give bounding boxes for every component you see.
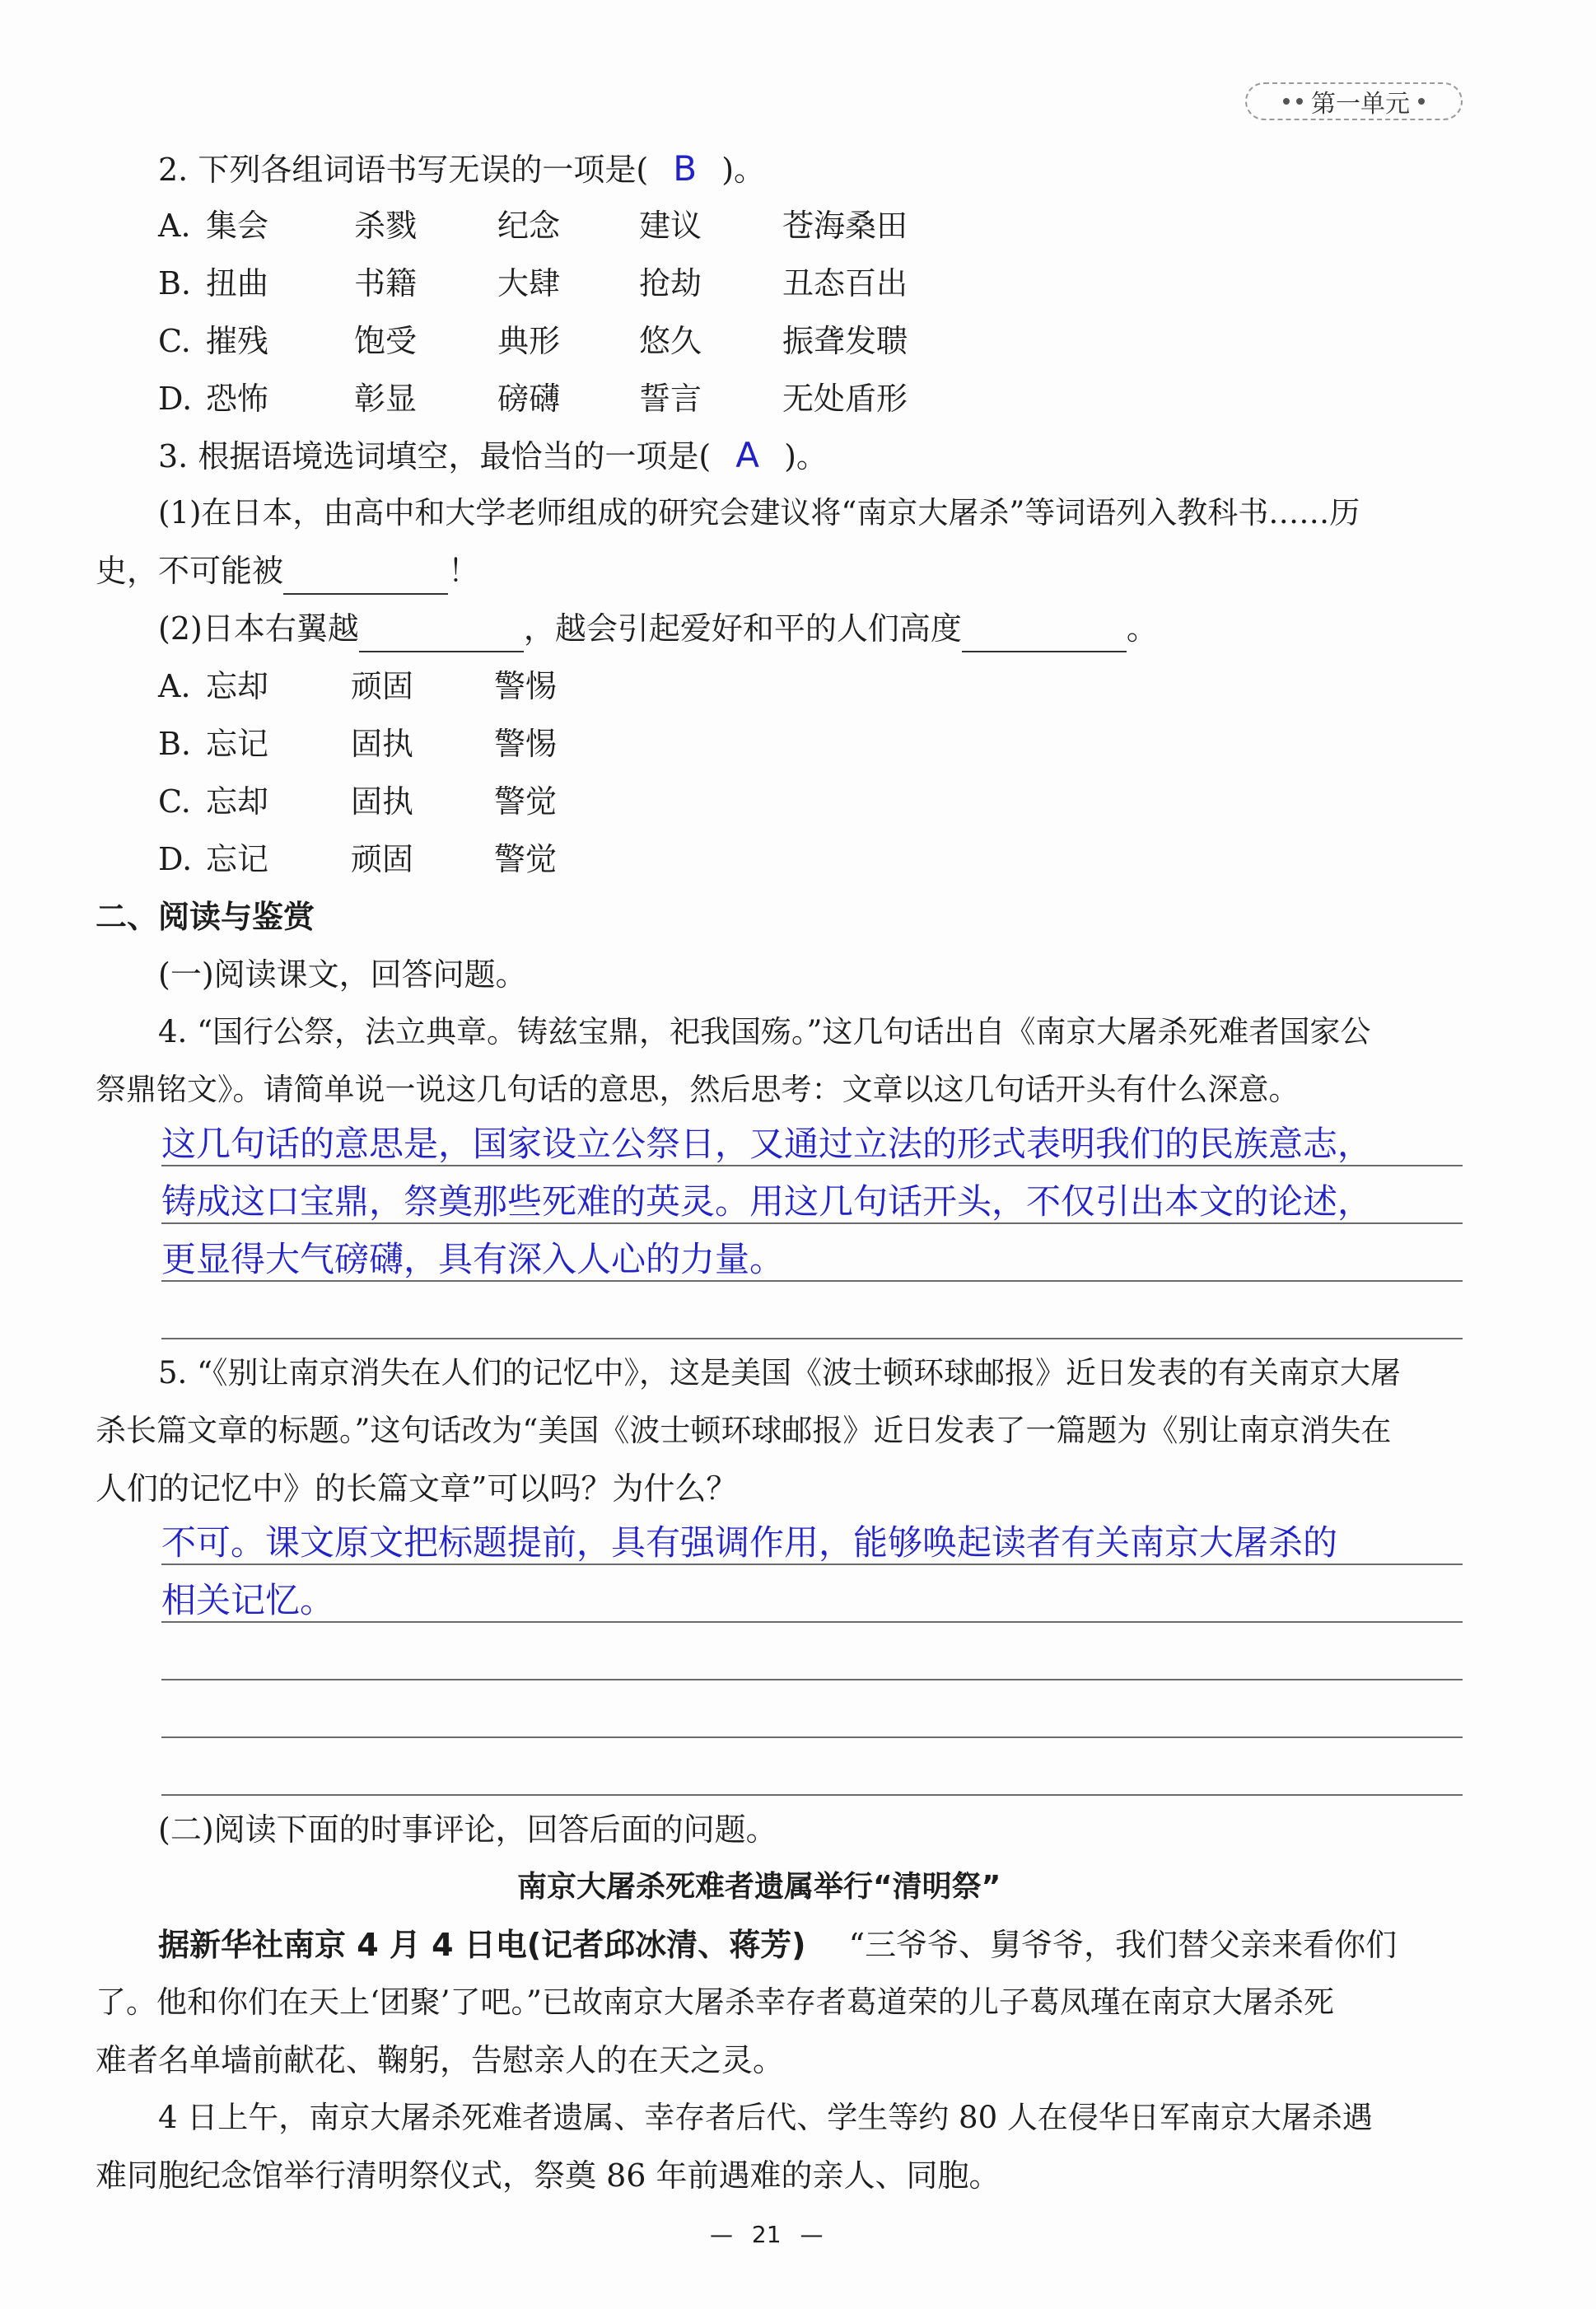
answer-rule bbox=[161, 1222, 1463, 1224]
option-word: 纪念 bbox=[497, 208, 561, 244]
q5-answer-line: 不可。课文原文把标题提前，具有强调作用，能够唤起读者有关南京大屠杀的 bbox=[161, 1522, 1338, 1563]
q3-s2-mid: ，越会引起爱好和平的人们高度 bbox=[523, 610, 962, 647]
option-word: 杀戮 bbox=[354, 208, 418, 244]
unit-badge bbox=[1245, 82, 1463, 120]
article-p1-line1 bbox=[158, 1926, 1397, 1964]
option-word: 彰显 bbox=[354, 381, 418, 417]
q4-answer-line: 铸成这口宝鼎，祭奠那些死难的英灵。用这几句话开头，不仅引出本文的论述， bbox=[161, 1181, 1373, 1222]
q4-answer-line: 更显得大气磅礴，具有深入人心的力量。 bbox=[161, 1239, 785, 1279]
q2-answer: B bbox=[673, 148, 698, 189]
q4-answer-line: 这几句话的意思是，国家设立公祭日，又通过立法的形式表明我们的民族意志， bbox=[161, 1124, 1373, 1164]
option-word: 忘却 bbox=[206, 668, 269, 704]
section-heading: 二、阅读与鉴赏 bbox=[96, 899, 315, 935]
part2-intro: (二)阅读下面的时事评论，回答后面的问题。 bbox=[158, 1811, 777, 1848]
blank[interactable] bbox=[962, 613, 1127, 652]
option-letter: B. bbox=[158, 265, 192, 301]
page-number: — 21 — bbox=[710, 2221, 824, 2248]
q3-stem bbox=[158, 437, 828, 475]
q5-line3: 人们的记忆中》的长篇文章”可以吗？为什么？ bbox=[96, 1470, 738, 1507]
answer-rule bbox=[161, 1679, 1463, 1680]
dot-icon bbox=[1418, 98, 1425, 105]
option-word: 警觉 bbox=[494, 783, 558, 820]
answer-rule bbox=[161, 1563, 1463, 1565]
option-word: 扭曲 bbox=[206, 265, 269, 301]
q4-line1: 4. “国行公祭，法立典章。铸兹宝鼎，祀我国殇。”这几句话出自《南京大屠杀死难者国家公 bbox=[158, 1014, 1371, 1049]
unit-label: 第一单元 bbox=[1311, 90, 1410, 119]
option-word: 集会 bbox=[206, 208, 269, 244]
answer-rule bbox=[161, 1280, 1463, 1282]
q2-stem bbox=[158, 150, 765, 189]
article-title: 南京大屠杀死难者遗属举行“清明祭” bbox=[517, 1870, 1001, 1904]
option-word: 建议 bbox=[639, 208, 702, 244]
option-letter: A. bbox=[158, 668, 191, 704]
dot-icon bbox=[1296, 98, 1303, 105]
option-word: 恐怖 bbox=[206, 381, 269, 417]
option-word: 抢劫 bbox=[639, 265, 702, 301]
answer-rule bbox=[161, 1794, 1463, 1796]
blank[interactable] bbox=[359, 613, 524, 652]
option-letter: D. bbox=[158, 381, 193, 417]
option-word: 摧残 bbox=[206, 323, 269, 359]
q3-sentence1-line2 bbox=[96, 552, 479, 595]
q3-sentence1-line1: (1)在日本，由高中和大学老师组成的研究会建议将“南京大屠杀”等词语列入教科书……历 bbox=[158, 495, 1360, 531]
answer-rule bbox=[161, 1338, 1463, 1339]
option-word: 固执 bbox=[351, 783, 414, 820]
option-word: 振聋发聩 bbox=[782, 323, 908, 359]
option-word: 典形 bbox=[497, 323, 561, 359]
q3-stem-close: )。 bbox=[784, 438, 828, 474]
q5-answer-line: 相关记忆。 bbox=[161, 1580, 335, 1620]
option-word: 忘却 bbox=[206, 783, 269, 820]
option-word: 悠久 bbox=[639, 323, 702, 359]
option-word: 丑态百出 bbox=[782, 265, 908, 301]
q4-line2: 祭鼎铭文》。请简单说一说这几句话的意思，然后思考：文章以这几句话开头有什么深意。 bbox=[96, 1072, 1300, 1107]
dateline: 据新华社南京 4 月 4 日电(记者邱冰清、蒋芳) bbox=[158, 1927, 806, 1963]
q3-s2-end: 。 bbox=[1126, 610, 1158, 647]
q3-s1-text: 史，不可能被 bbox=[96, 553, 284, 589]
q3-stem-text: 3. 根据语境选词填空，最恰当的一项是( bbox=[158, 438, 712, 474]
option-letter: C. bbox=[158, 323, 191, 359]
option-word: 大肆 bbox=[497, 265, 561, 301]
article-p1-line2: 了。他和你们在天上‘团聚’了吧。”已故南京大屠杀幸存者葛道荣的儿子葛凤瑾在南京大屠杀死 bbox=[96, 1984, 1334, 2020]
part1-intro: (一)阅读课文，回答问题。 bbox=[158, 956, 527, 993]
option-letter: A. bbox=[158, 208, 191, 244]
blank[interactable] bbox=[283, 555, 448, 595]
q5-line2: 杀长篇文章的标题。”这句话改为“美国《波士顿环球邮报》近日发表了一篇题为《别让南京消失在 bbox=[96, 1413, 1392, 1448]
option-letter: B. bbox=[158, 726, 192, 762]
option-word: 无处盾形 bbox=[782, 381, 908, 417]
q2-stem-close: )。 bbox=[721, 152, 766, 188]
q2-stem-text: 2. 下列各组词语书写无误的一项是( bbox=[158, 152, 649, 188]
option-word: 固执 bbox=[351, 726, 414, 762]
option-word: 顽固 bbox=[351, 668, 414, 704]
q5-line1: 5. “《别让南京消失在人们的记忆中》，这是美国《波士顿环球邮报》近日发表的有关南京大屠 bbox=[158, 1355, 1401, 1391]
option-word: 磅礴 bbox=[497, 381, 561, 417]
option-word: 忘记 bbox=[206, 841, 269, 877]
article-p2-line2: 难同胞纪念馆举行清明祭仪式，祭奠 86 年前遇难的亲人、同胞。 bbox=[96, 2157, 1001, 2194]
option-word: 警觉 bbox=[494, 841, 558, 877]
q3-sentence2 bbox=[158, 610, 1158, 652]
option-word: 誓言 bbox=[639, 381, 702, 417]
dot-icon bbox=[1283, 98, 1290, 105]
article-text: “三爷爷、舅爷爷，我们替父亲来看你们 bbox=[848, 1927, 1398, 1963]
option-word: 书籍 bbox=[354, 265, 418, 301]
option-letter: D. bbox=[158, 841, 193, 877]
answer-rule bbox=[161, 1165, 1463, 1166]
q3-s2-text: (2)日本右翼越 bbox=[158, 610, 359, 647]
option-word: 顽固 bbox=[351, 841, 414, 877]
option-word: 警惕 bbox=[494, 668, 558, 704]
option-word: 忘记 bbox=[206, 726, 269, 762]
answer-rule bbox=[161, 1736, 1463, 1738]
q3-s1-end: ！ bbox=[448, 553, 480, 589]
page-number-value: 21 bbox=[751, 2221, 782, 2248]
option-word: 苍海桑田 bbox=[782, 208, 908, 244]
option-word: 饱受 bbox=[354, 323, 418, 359]
option-letter: C. bbox=[158, 783, 191, 820]
answer-rule bbox=[161, 1621, 1463, 1623]
q3-answer: A bbox=[735, 435, 759, 475]
article-p1-line3: 难者名单墙前献花、鞠躬，告慰亲人的在天之灵。 bbox=[96, 2042, 785, 2078]
option-word: 警惕 bbox=[494, 726, 558, 762]
article-p2-line1: 4 日上午，南京大屠杀死难者遗属、幸存者后代、学生等约 80 人在侵华日军南京大屠杀遇 bbox=[158, 2100, 1373, 2135]
